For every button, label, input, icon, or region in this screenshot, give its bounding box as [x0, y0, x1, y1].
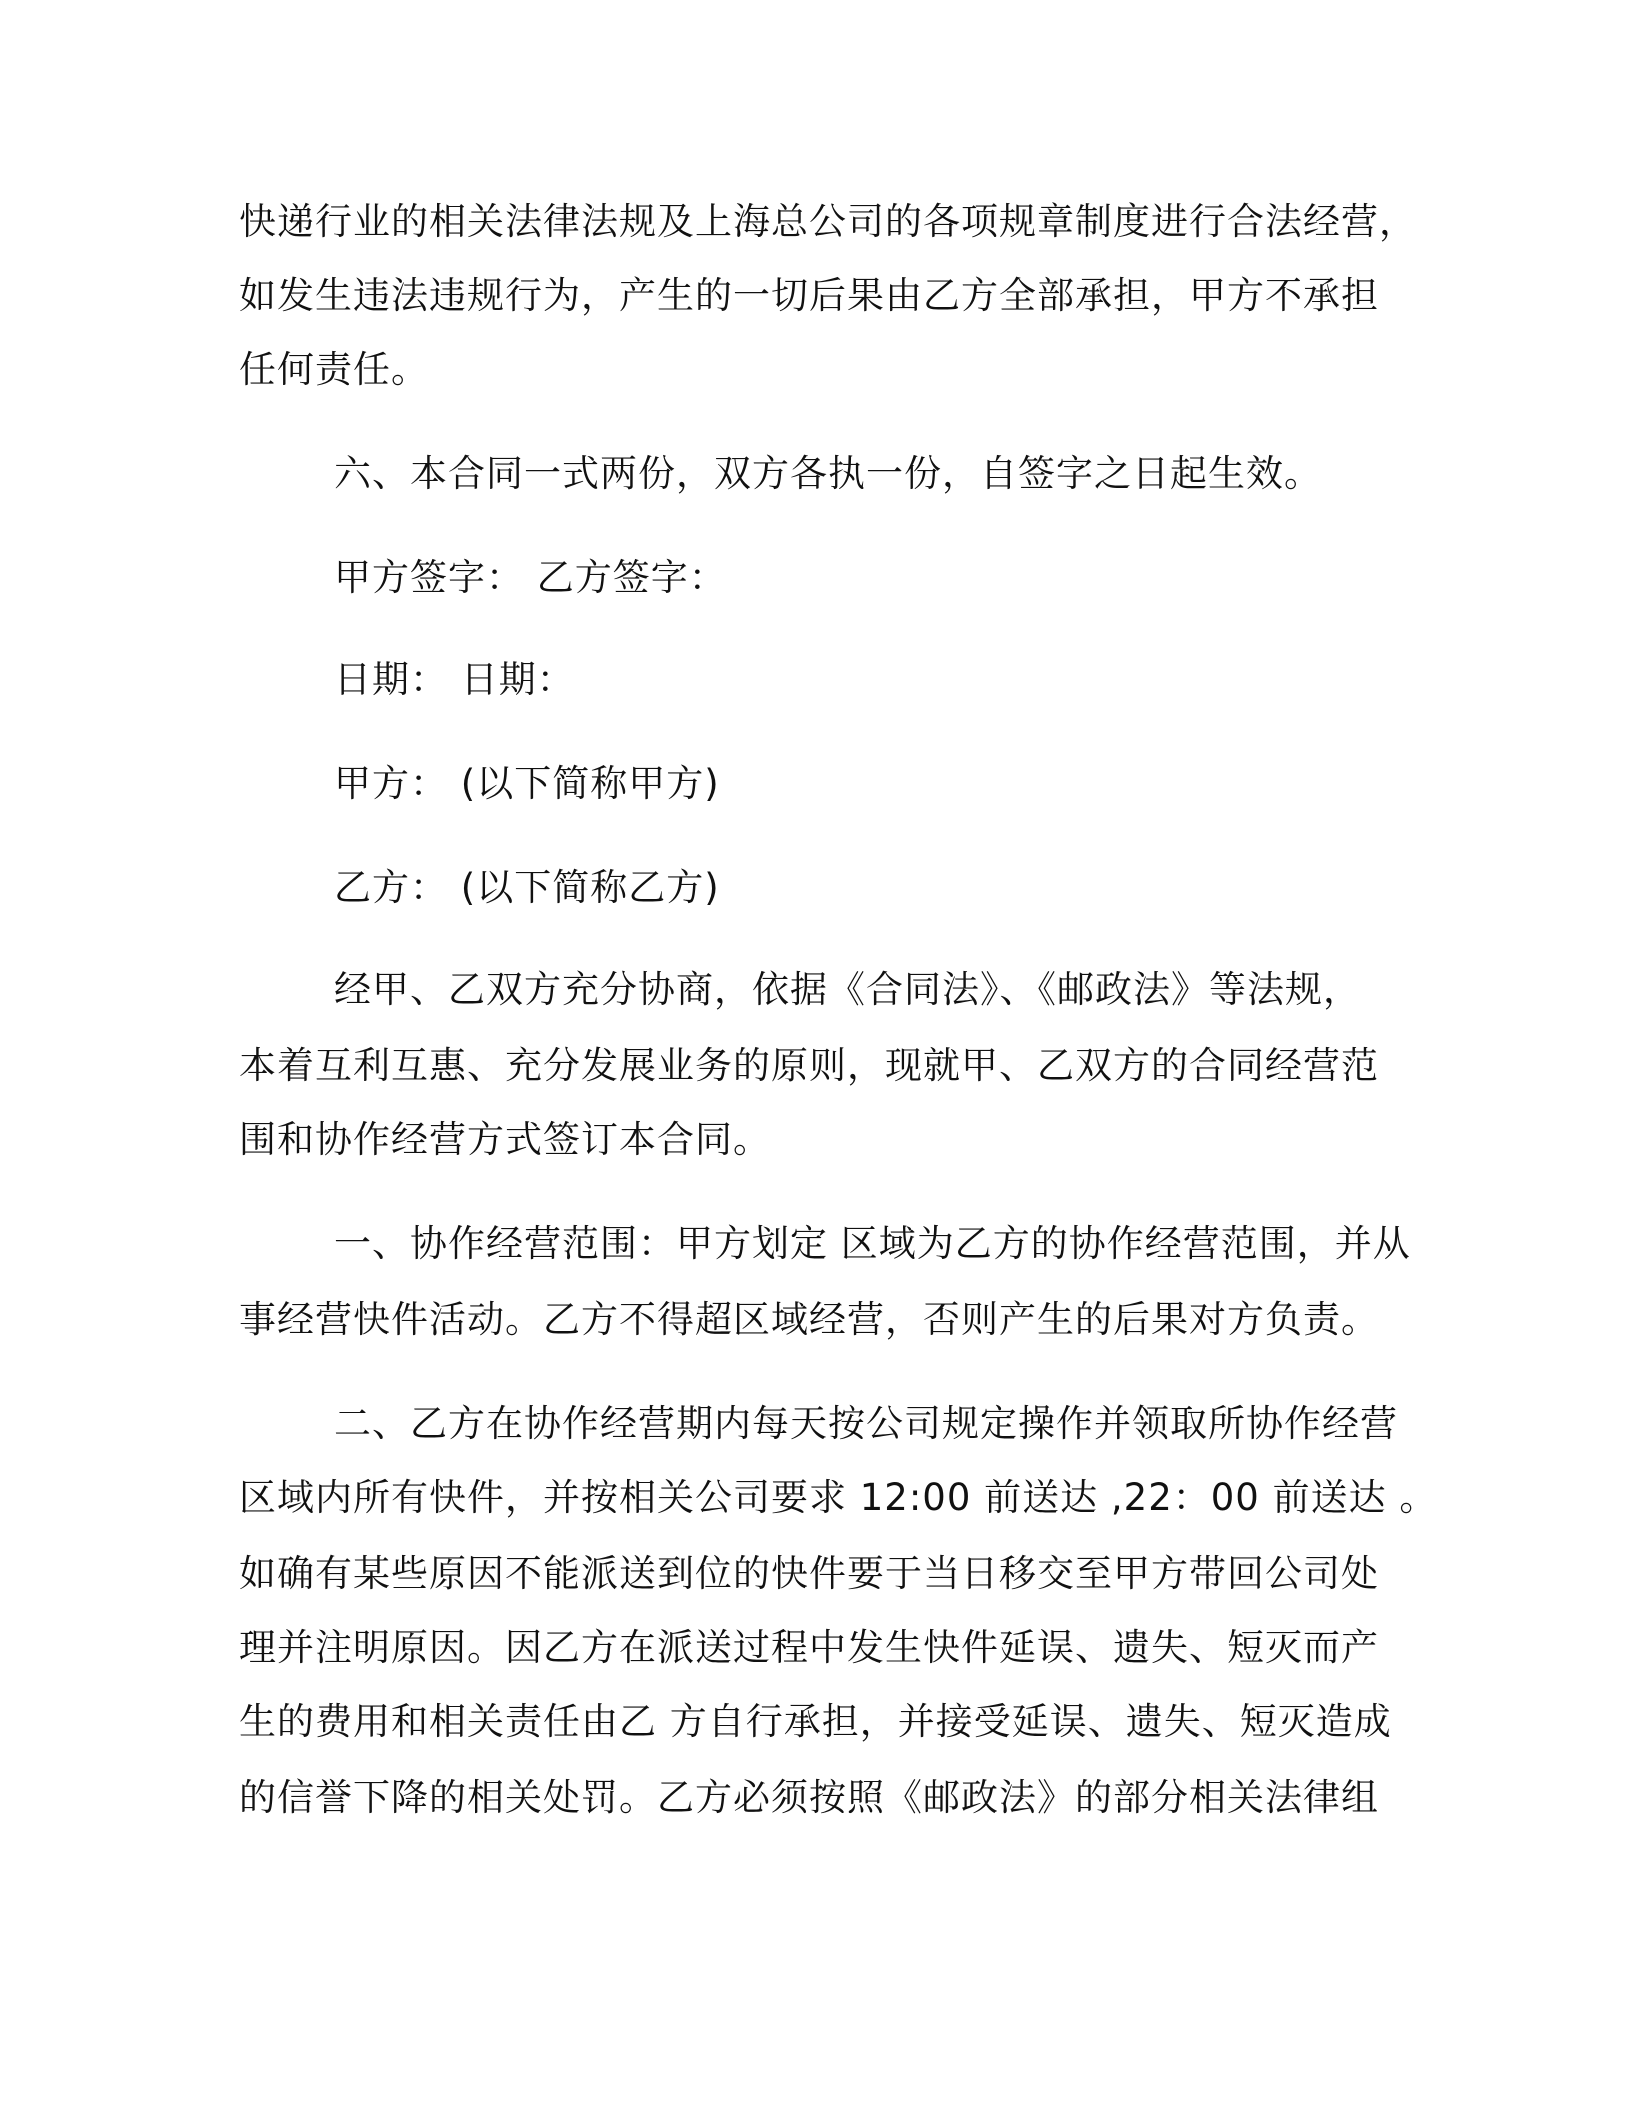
preamble-line: 围和协作经营方式签订本合同。	[239, 1118, 771, 1161]
party-a-line: 甲方： (以下简称甲方)	[334, 762, 720, 805]
signature-line: 甲方签字： 乙方签字：	[334, 556, 727, 599]
clause-two-line: 二、乙方在协作经营期内每天按公司规定操作并领取所协作经营	[334, 1402, 1398, 1445]
date-line: 日期： 日期：	[334, 658, 575, 701]
clause-two-line: 区域内所有快件，并按相关公司要求 12:00 前送达 ,22：00 前送达 。	[239, 1476, 1438, 1519]
paragraph-line: 如发生违法违规行为，产生的一切后果由乙方全部承担，甲方不承担	[239, 274, 1379, 317]
clause-two-line: 如确有某些原因不能派送到位的快件要于当日移交至甲方带回公司处	[239, 1552, 1379, 1595]
clause-two-line: 理并注明原因。因乙方在派送过程中发生快件延误、遗失、短灭而产	[239, 1626, 1379, 1669]
preamble-line: 经甲、乙双方充分协商，依据《合同法》、《邮政法》等法规，	[334, 968, 1361, 1011]
clause-two-line: 生的费用和相关责任由乙 方自行承担，并接受延误、遗失、短灭造成	[239, 1700, 1392, 1743]
party-b-line: 乙方： (以下简称乙方)	[334, 866, 720, 909]
clause-one-line: 一、协作经营范围：甲方划定 区域为乙方的协作经营范围，并从	[334, 1222, 1411, 1265]
clause-two-line: 的信誉下降的相关处罚。乙方必须按照《邮政法》的部分相关法律组	[239, 1776, 1379, 1819]
clause-six: 六、本合同一式两份，双方各执一份，自签字之日起生效。	[334, 452, 1322, 495]
paragraph-line: 任何责任。	[239, 348, 429, 391]
paragraph-line: 快递行业的相关法律法规及上海总公司的各项规章制度进行合法经营，	[239, 200, 1417, 243]
preamble-line: 本着互利互惠、充分发展业务的原则，现就甲、乙双方的合同经营范	[239, 1044, 1379, 1087]
clause-one-line: 事经营快件活动。乙方不得超区域经营，否则产生的后果对方负责。	[239, 1298, 1379, 1341]
